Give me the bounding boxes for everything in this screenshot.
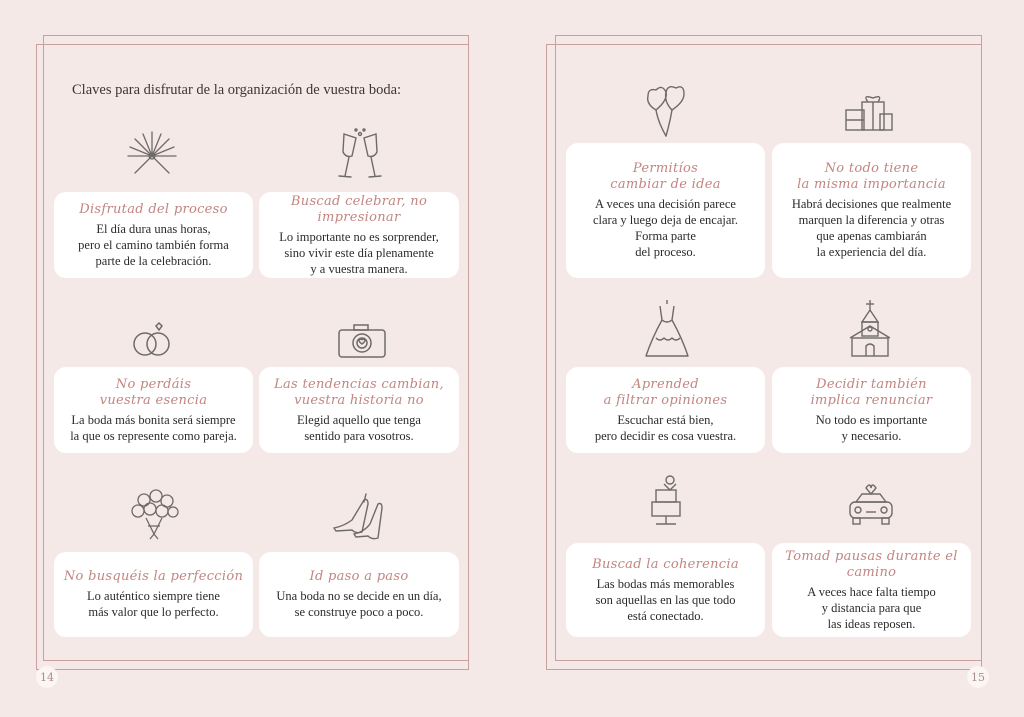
card-title: Las tendencias cambian, vuestra historia no xyxy=(274,376,444,408)
car-icon xyxy=(844,482,898,530)
wedding-cake-icon xyxy=(646,472,688,530)
card-title: No todo tiene la misma importancia xyxy=(797,161,946,192)
tip-card-renunciar xyxy=(772,367,971,453)
page-number-right: 15 xyxy=(967,666,989,688)
tip-card-disfrutad xyxy=(54,192,253,278)
card-title: No perdáis vuestra esencia xyxy=(99,376,208,408)
card-text: A veces hace falta tiempo y distancia para que las ideas reposen. xyxy=(807,584,936,631)
tip-card-tendencias xyxy=(259,367,459,453)
card-text: Lo auténtico siempre tiene más valor que lo perfecto. xyxy=(87,589,220,619)
page-heading: Claves para disfrutar de la organización de vuestra boda: xyxy=(72,82,402,98)
card-title: Buscad la coherencia xyxy=(592,556,739,572)
page-number-left: 14 xyxy=(36,666,58,688)
card-title: Permitíos cambiar de idea xyxy=(610,161,721,192)
bouquet-icon xyxy=(126,488,184,540)
card-title: No busquéis la perfección xyxy=(63,569,244,584)
card-text: Una boda no se decide en un día, se construye poco a poco. xyxy=(276,589,442,619)
gifts-icon xyxy=(842,88,894,134)
card-text: Lo importante no es sorprender, sino vivir este día plenamente y a vuestra manera. xyxy=(279,229,439,276)
card-title: Buscad celebrar, no impresionar xyxy=(290,193,428,225)
card-text: Habrá decisiones que realmente marquen la diferencia y otras que apenas cambiarán la experiencia del día. xyxy=(791,197,952,259)
chapel-icon xyxy=(846,298,894,360)
camera-icon xyxy=(336,320,388,360)
card-text: Elegid aquello que tenga sentido para vosotros. xyxy=(297,412,421,443)
card-text: No todo es importante y necesario. xyxy=(815,412,928,443)
tip-card-paso-a-paso xyxy=(259,552,459,637)
card-title: Aprended a filtrar opiniones xyxy=(603,376,728,408)
tip-card-buscad-celebrar xyxy=(259,192,459,278)
card-text: A veces una decisión parece clara y luego deja de encajar. Forma parte del proceso. xyxy=(592,197,739,259)
high-heels-icon xyxy=(330,490,386,542)
card-title: Tomad pausas durante el camino xyxy=(785,548,958,580)
wedding-dress-icon xyxy=(642,298,692,360)
tip-card-pausas xyxy=(772,543,971,637)
heart-balloons-icon xyxy=(640,84,690,138)
tip-card-esencia xyxy=(54,367,253,453)
card-text: La boda más bonita será siempre la que os represente como pareja. xyxy=(70,412,237,443)
card-title: Decidir también implica renunciar xyxy=(810,376,933,408)
card-text: Escuchar está bien, pero decidir es cosa vuestra. xyxy=(594,412,737,443)
tip-card-cambiar-idea xyxy=(566,143,765,278)
fireworks-icon xyxy=(124,128,180,184)
tip-card-opiniones xyxy=(566,367,765,453)
tip-card-importancia xyxy=(772,143,971,278)
card-text: Las bodas más memorables son aquellas en las que todo está conectado. xyxy=(595,576,736,623)
tip-card-perfeccion xyxy=(54,552,253,637)
card-title: Id paso a paso xyxy=(309,569,409,584)
champagne-glasses-icon xyxy=(334,128,386,184)
card-text: El día dura unas horas, pero el camino también forma parte de la celebración. xyxy=(78,221,229,268)
wedding-rings-icon xyxy=(128,320,176,360)
tip-card-coherencia xyxy=(566,543,765,637)
card-title: Disfrutad del proceso xyxy=(79,201,228,217)
